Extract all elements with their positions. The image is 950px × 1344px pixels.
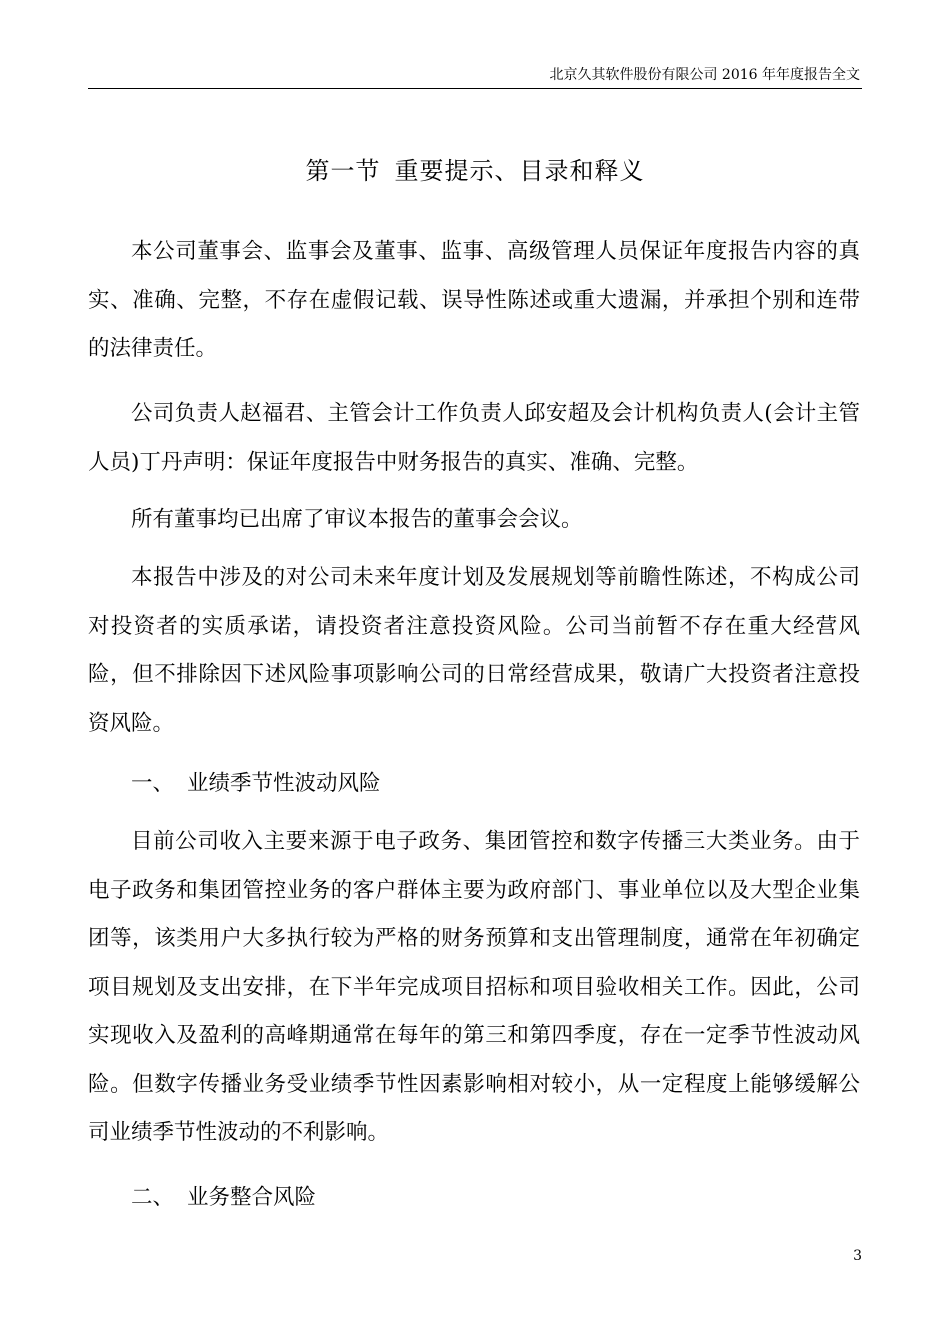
page-number: 3 xyxy=(853,1248,862,1264)
paragraph-text: 本报告中涉及的对公司未来年度计划及发展规划等前瞻性陈述，不构成公司对投资者的实质承诺，请投资者注意投资风险。公司当前暂不存在重大经营风险，但不排除因下述风险事项影响公司的日常经营成果，敬请广大投资者注意投资风险。 xyxy=(88,565,860,736)
notice-paragraph-1 xyxy=(88,228,860,374)
risk-title: 业务整合风险 xyxy=(187,1185,317,1210)
risk-heading-2 xyxy=(88,1174,860,1223)
notice-paragraph-4 xyxy=(88,554,860,748)
paragraph-text: 所有董事均已出席了审议本报告的董事会会议。 xyxy=(131,507,583,532)
paragraph-text: 目前公司收入主要来源于电子政务、集团管控和数字传播三大类业务。由于电子政务和集团管控业务的客户群体主要为政府部门、事业单位以及大型企业集团等，该类用户大多执行较为严格的财务预算和支出管理制度，通常在年初确定项目规划及支出安排，在下半年完成项目招标和项目验收相关工作。因此，公司实现收入及盈利的高峰期通常在每年的第三和第四季度，存在一定季节性波动风险。但数字传播业务受业绩季节性因素影响相对较小，从一定程度上能够缓解公司业绩季节性波动的不利影响。 xyxy=(88,829,860,1145)
section-number: 第一节 xyxy=(305,157,381,185)
header-rule xyxy=(88,88,862,89)
risk-title: 业绩季节性波动风险 xyxy=(187,771,381,796)
paragraph-text: 公司负责人赵福君、主管会计工作负责人邱安超及会计机构负责人(会计主管人员)丁丹声明：保证年度报告中财务报告的真实、准确、完整。 xyxy=(88,401,860,475)
running-header: 北京久其软件股份有限公司 2016 年年度报告全文 xyxy=(549,67,860,83)
risk-heading-1 xyxy=(88,760,860,809)
section-name: 重要提示、目录和释义 xyxy=(394,157,645,185)
risk-body-1 xyxy=(88,818,860,1158)
notice-paragraph-2 xyxy=(88,390,860,487)
notice-paragraph-3 xyxy=(88,496,860,545)
risk-number: 二、 xyxy=(131,1185,175,1210)
paragraph-text: 本公司董事会、监事会及董事、监事、高级管理人员保证年度报告内容的真实、准确、完整，不存在虚假记载、误导性陈述或重大遗漏，并承担个别和连带的法律责任。 xyxy=(88,239,860,361)
risk-number: 一、 xyxy=(131,771,175,796)
risk-heading xyxy=(88,760,860,809)
risk-heading xyxy=(88,1174,860,1223)
section-title xyxy=(88,154,862,188)
